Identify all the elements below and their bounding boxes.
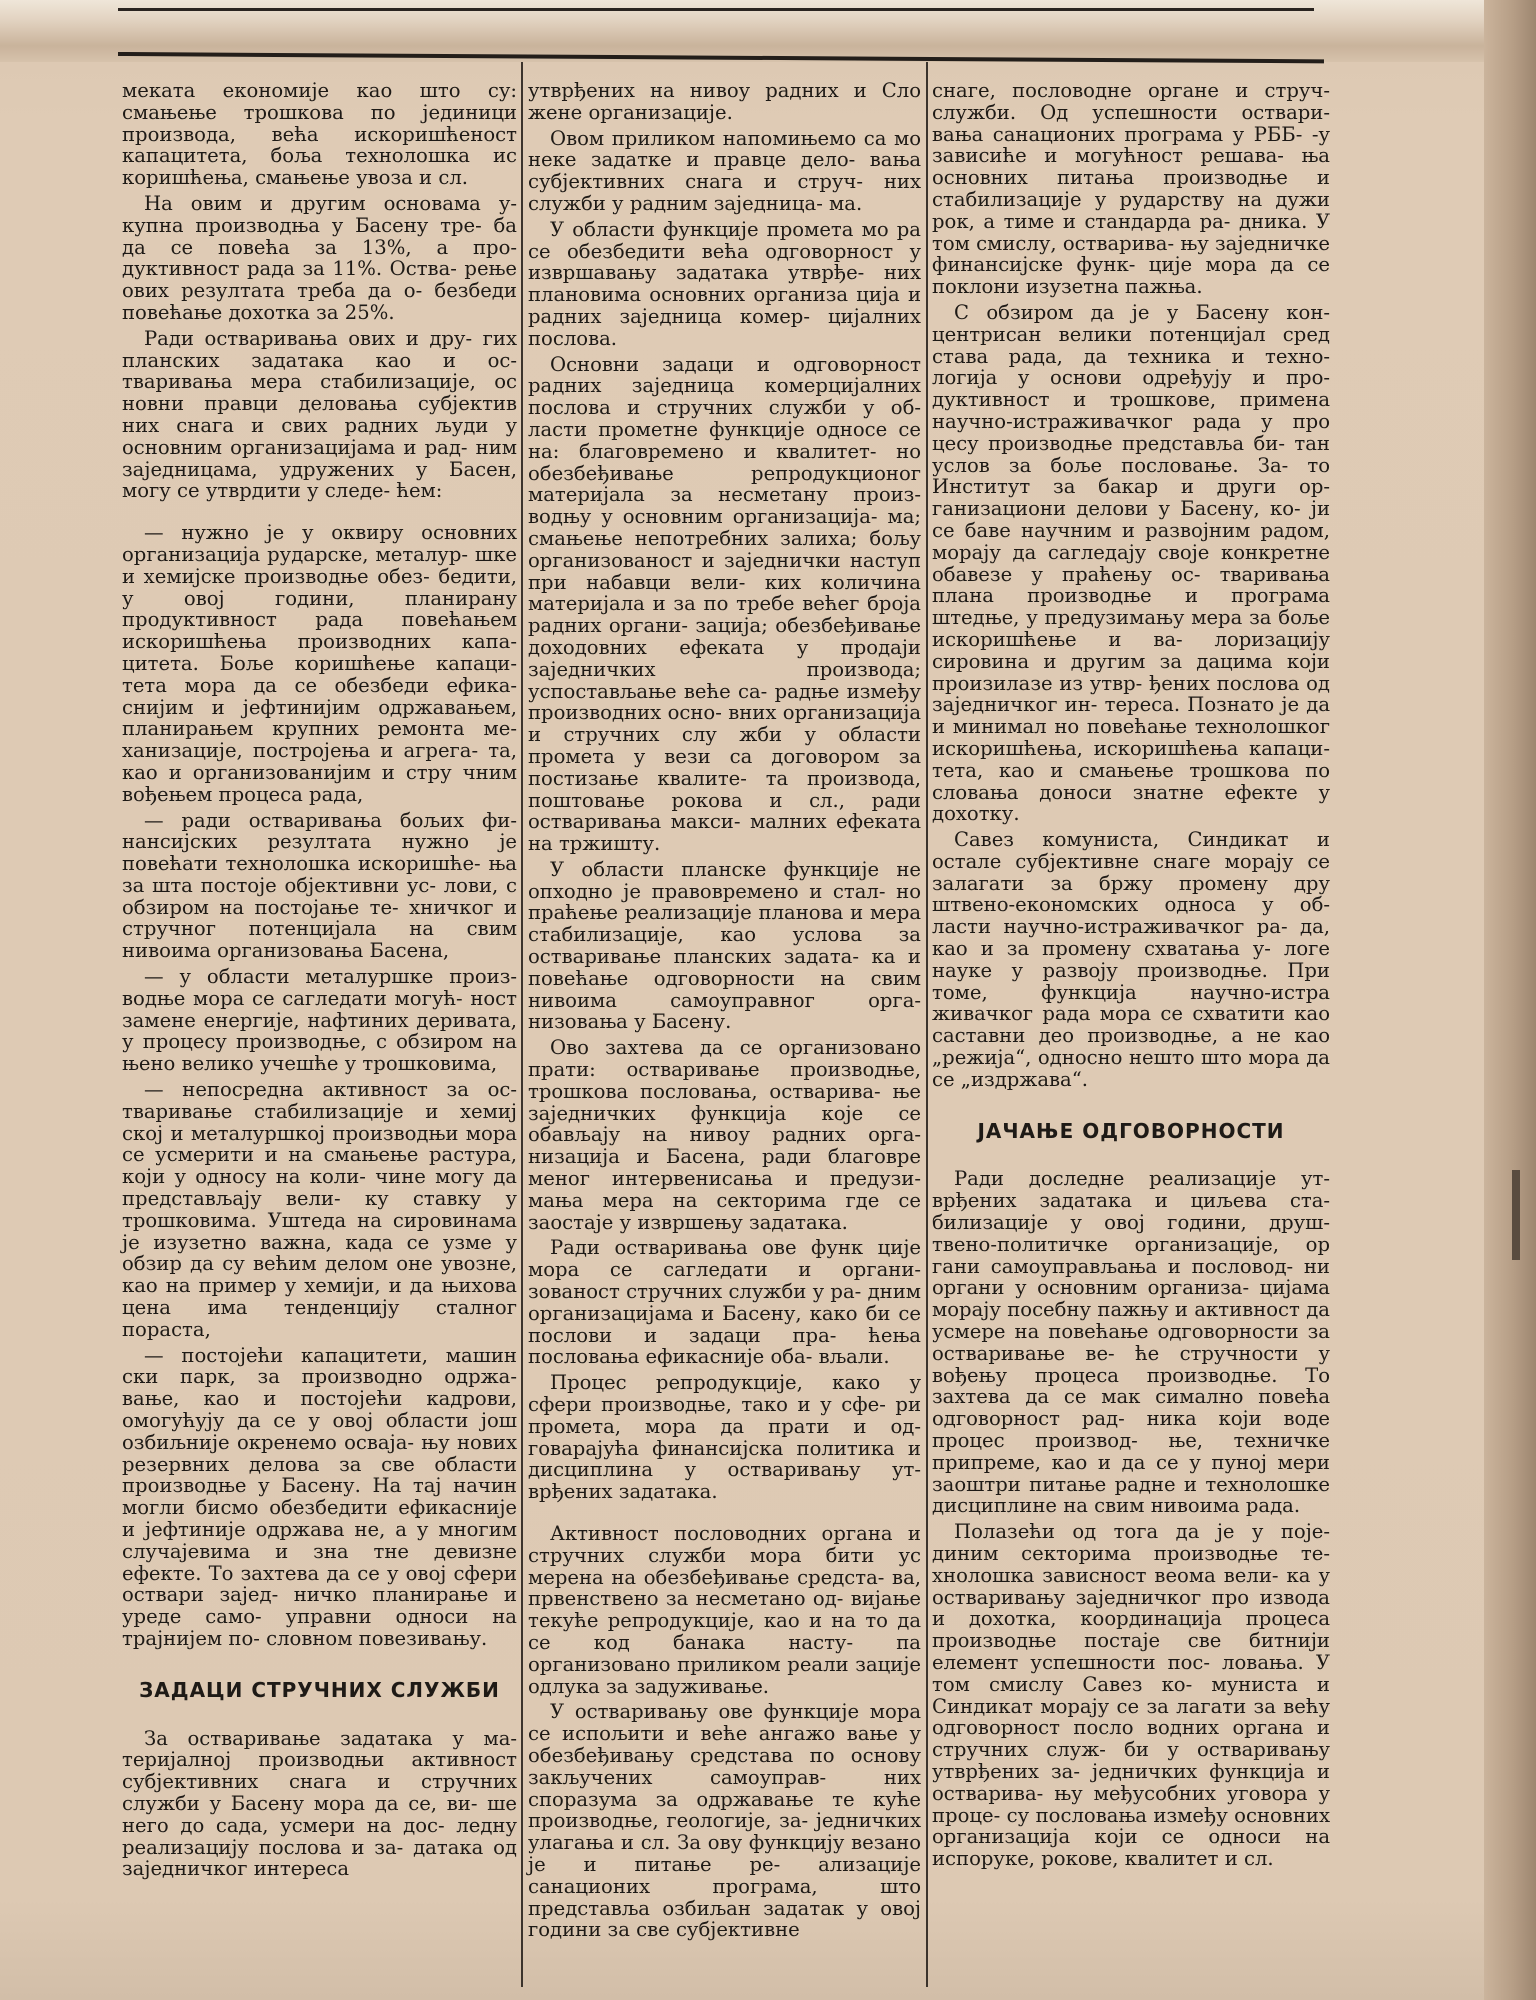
column-3	[932, 80, 1330, 1874]
paragraph: На овим и другим основама у- купна производња у Басену тре- ба да се повећа за 13%, а про- дуктивност рада за 11%. Оства- рење ових резултата треба да о- безбеди повећање дохотка за 25%.	[122, 191, 517, 324]
paragraph: меката економије као што су: смањење трошкова по јединици производа, већа искоришћеност капацитета, боља технолошка ис коришћења, смањење увоза и сл.	[122, 79, 517, 190]
paragraph: Процес репродукције, како у сфери производње, тако и у сфе- ри промета, мора да прати и од- говарајућа финансијска политика и дисциплина у остваривању ут- врђених задатака.	[528, 1371, 921, 1504]
paragraph: У области функције промета мо ра се обезбедити већа одговорност у извршавању задатака утврђе- них плановима основних организа ција и радних заједница комер- цијалних послова.	[528, 217, 921, 350]
paragraph: Овом приликом напомињемо са мо неке задатке и правце дело- вања субјективних снага и струч- них служби у радним заједница- ма.	[528, 126, 921, 215]
column-2	[528, 80, 921, 1945]
paragraph: За остваривање задатака у ма- теријалној производњи активност субјективних снага и стручних служби у Басену мора да се, ви- ше него до сада, усмери на дос- ледну реализацију послова и за- датака од заједничког интереса	[122, 1726, 517, 1881]
paragraph: Ради доследне реализације ут- врђених задатака и циљева ста- билизације у овој години, друш- твено-политичке организације, ор гани самоуправљања и пословод- ни органи у основним организа- цијама морају посебну пажњу и активност да усмере на повећање одговорности за остваривање ве- ће стручности у вођењу процеса производње. То захтева да се мак симално повећа одговорност рад- ника који воде процес производ- ње, техничке припреме, као и да се у пуној мери заоштри питање радне и технолошке дисциплине на свим нивоима рада.	[932, 1167, 1330, 1518]
paragraph: У области планске функције не опходно је правовремено и стал- но праћење реализације планова и мера стабилизације, као услова за остваривање планских задата- ка и повећање одговорности на свим нивоима самоуправног орга- низовања у Басену.	[528, 857, 921, 1034]
edge-mark	[1512, 1170, 1520, 1260]
paragraph: Савез комуниста, Синдикат и остале субјективне снаге морају се залагати за бржу промену дру штвено-економских односа у об- ласти научно-истраживачког ра- да, као и за промену схватања у- логе науке у развоју производње. При томе, функција научно-истра живачког рада мора се схватити као саставни део производње, а не као „режија“, односно нешто што мора да се „издржава“.	[932, 828, 1330, 1091]
paragraph: Ради остваривања ових и дру- гих планских задатака као и ос- тваривања мера стабилизације, ос новни правци деловања субјектив них снага и свих радних људи у основним организацијама и рад- ним заједницама, удружених у Басен, могу се утврдити у следе- ћем:	[122, 326, 517, 503]
list-item: — ради остваривања бољих фи- нансијских резултата нужно је повећати технолошка искоришће- ња за шта постоје објективни ус- лови, с обзиром на постојање те- хничког и стручног потенцијала на свим нивоима организовања Басена,	[122, 808, 517, 963]
paragraph: утврђених на нивоу радних и Сло жене организације.	[528, 79, 921, 124]
paragraph: Ради остваривања ове функ ције мора се сагледати и органи- зованост стручних служби у ра- дним организацијама и Басену, како би се послови и задаци пра- ћења пословања ефикасније оба- вљали.	[528, 1236, 921, 1369]
paragraph: У остваривању ове функције мора се испољити и веће ангажо вање у обезбеђивању средстава по основу закључених самоуправ- них споразума за одржавање те куће производње, геологије, за- једничких улагања и сл. За ову функцију везано је и питање ре- ализације санационих програма, што представља озбиљан задатак у овој години за све субјективне	[528, 1700, 921, 1942]
section-heading: ЈАЧАЊЕ ОДГОВОРНОСТИ	[977, 1118, 1285, 1143]
paragraph: Основни задаци и одговорност радних заједница комерцијалних послова и стручних служби у об- ласти прометне функције односе се на: благовремено и квалитет- но обезбеђивање репродукционог материјала за несметану произ- водњу у основним организација- ма; смањење непотребних залиха; бољу организованост и заједнички наступ при набавци вели- ких количина материјала и за по требе већег броја радних органи- зација; обезбеђивање доходовних ефеката у продаји заједничких производа; успостављање веће са- радње између производних осно- вних организација и стручних слу жби у области промета у вези са договором за постизање квалите- та производа, поштовање рокова и сл., ради остваривања макси- малних ефеката на тржишту.	[528, 352, 921, 856]
column-1	[122, 80, 517, 1884]
paragraph: Полазећи од тога да је у поје- диним секторима производње те- хнолошка зависност веома вели- ка у остваривању заједничког про извода и дохотка, координација процеса производње постаје све битнији елемент успешности пос- ловања. У том смислу Савез ко- муниста и Синдикат морају се за лагати за већу одговорност посло водних органа и стручних служ- би у остваривању утврђених за- једничких функција и остварива- њу међусобних уговора у проце- су пословања између основних организација који се односи на испоруке, рокове, квалитет и сл.	[932, 1520, 1330, 1871]
list-item: — непосредна активност за ос- тваривање стабилизације и хемиј ској и металуршкој производњи мора се усмерити и на смањење растура, који у односу на коли- чине могу да представљају вели- ку ставку у трошковима. Уштеда на сировинама је изузетно важна, када се узме у обзир да су већим делом оне увозне, као на пример у хемији, и да њихова цена има тенденцију сталног пораста,	[122, 1078, 517, 1341]
paragraph: снаге, пословодне органе и струч- служби. Од успешности оствари- вања санационих програма у РББ- -у зависиће и могућност решава- ња основних питања производње и стабилизације у рударству на дужи рок, а тиме и стандарда ра- дника. У том смислу, остварива- њу заједничке финансијске функ- ције мора да се поклони изузетна пажња.	[932, 79, 1330, 299]
list-item: — у области металуршке произ- водње мора се сагледати могућ- ност замене енергије, нафтиних деривата, у процесу производње, с обзиром на њено велико учешће у трошковима,	[122, 965, 517, 1076]
column-divider	[926, 62, 928, 1987]
section-heading: ЗАДАЦИ СТРУЧНИХ СЛУЖБИ	[139, 1677, 500, 1702]
paragraph: Активност пословодних органа и стручних служби мора бити ус мерена на обезбеђивање средста- ва, првенствено за несметано од- вијање текуће репродукције, као и на то да се код банака насту- па организовано приликом реали зације одлука за задуживање.	[528, 1522, 921, 1698]
top-rule	[118, 8, 1314, 11]
paragraph: Ово захтева да се организовано прати: остваривање производње, трошкова пословања, остварива- ње заједничких функција које се обављају на нивоу радних орга- низација и Басена, ради благовре меног интервенисања и предузи- мања мера на секторима где се заостаје у извршењу задатака.	[528, 1036, 921, 1234]
column-divider	[521, 62, 523, 1987]
list-item: — нужно је у оквиру основних организација рударске, металур- шке и хемијске производње обез- бедити, у овој години, планирану продуктивност рада повећањем искоришћења производних капа- цитета. Боље коришћење капаци- тета мора да се обезбеди ефика- снијим и јефтинијим одржавањем, планирањем крупних ремонта ме- ханизације, постројења и агрега- та, као и организованијим и стру чним вођењем процеса рада,	[122, 521, 517, 806]
list-item: — постојећи капацитети, машин ски парк, за производно одржа- вање, као и постојећи кадрови, омогућују да се у овој области још озбиљније окренемо осваја- њу нових резервних делова за све области производње у Басену. На тај начин могли бисмо обезбедити ефикасније и јефтиније одржава не, а у многим случајевима и зна тне девизне ефекте. То захтева да се у овој сфери оствари зајед- ничко планирање и уреде само- управни односи на трајнијем по- словном повезивању.	[122, 1343, 517, 1650]
page-binding-edge	[1484, 0, 1536, 2000]
paragraph: С обзиром да је у Басену кон- центрисан велики потенцијал сред става рада, да техника и техно- логија у основи одређују и про- дуктивност и трошкове, примена научно-истраживачког рада у про цесу производње представља би- тан услов за боље пословање. За- то Институт за бакар и други ор- ганизациони делови у Басену, ко- ји се баве научним и развојним радом, морају да сагледају своје конкретне обавезе у праћењу ос- тваривања плана производње и програма штедње, у предузимању мера за боље искоришћење и ва- лоризацију сировина и другим за дацима који произилазе из утвр- ђених послова од заједничког ин- тереса. Познато је да и минимал но повећање технолошког искоришћења, искоришћења капаци- тета, као и смањење трошкова по словања доноси знатне ефекте у дохотку.	[932, 300, 1330, 826]
